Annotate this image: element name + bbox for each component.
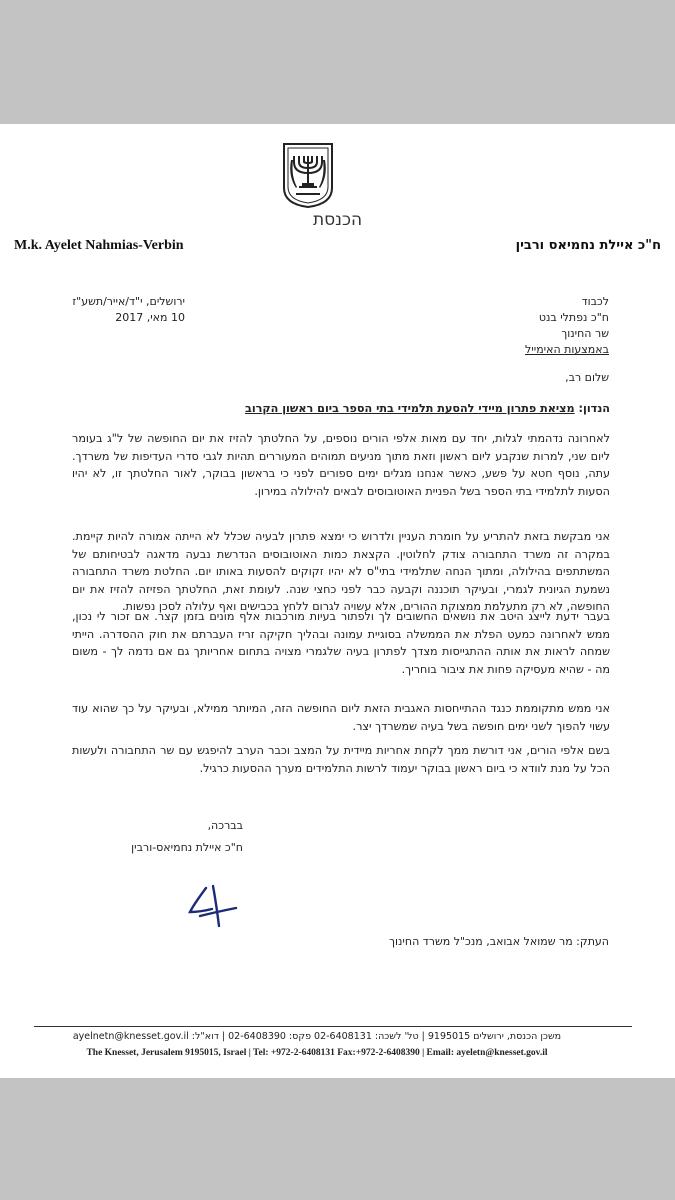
- footer-divider: [34, 1026, 632, 1027]
- footer-english: The Knesset, Jerusalem 9195015, Israel | Tel: +972-2-6408131 Fax:+972-2-6408390 | Email: ayeletn@knesset.gov.il: [86, 1048, 548, 1058]
- addressee-via: באמצעות האימייל: [525, 343, 609, 356]
- knesset-emblem-icon: [282, 142, 334, 208]
- addressee-name: ח"כ נפתלי בנט: [538, 311, 609, 324]
- closing-signer: ח"כ איילת נחמיאס-ורבין: [131, 841, 243, 854]
- signature-icon: [186, 882, 242, 932]
- greeting: שלום רב,: [565, 371, 609, 384]
- cc-line: העתק: מר שמואל אבואב, מנכ"ל משרד החינוך: [389, 935, 609, 948]
- subject-label: הנדון:: [578, 402, 610, 415]
- mk-name-english: M.k. Ayelet Nahmias-Verbin: [14, 238, 184, 253]
- paragraph-3: בעבר ידעת לייצג היטב את נושאים החשובים לך ולפתור בעיות מורכבות אלף מונים בזמן קצר. אם זכור לי נכון, ממש לאחרונה כמעט הפלת את הממשלה בסוגיית עמונה ובהליך חקיקה זריז העברתם את חוק ההסדרה. הייתי שמחה לראות את אותה ההתגייסות מצדך לפתרון בעיה שלגמרי מצויה בתחום אחריותך גם אם נדמה לך - משום מה - שהיא מעסיקה פחות את ציבור בוחריך.: [72, 610, 610, 676]
- addressee-block: [525, 294, 609, 358]
- addressee-to: לכבוד: [581, 295, 609, 308]
- paragraph-5: בשם אלפי הורים, אני דורשת ממך לקחת אחריות מיידית על המצב וכבר הערב להיפגש עם שר התחבורה ולעשות הכל על מנת לוודא כי ביום ראשון בבוקר יעמוד לרשות התלמידים מערך ההסעות כרגיל.: [72, 744, 610, 775]
- date-hebrew: ירושלים, י"ד/אייר/תשע"ז: [72, 295, 185, 308]
- date-gregorian: 10 מאי, 2017: [115, 311, 185, 324]
- paragraph-2: אני מבקשת בזאת להתריע על חומרת העניין ולדרוש כי ימצא פתרון לבעיה שכלל לא הייתה אמורה להיות קיימת. במקרה זה משרד התחבורה צודק לחלוטין. הקצאת כמות האוטובוסים הנדרשת נבעה מדאגה לבטיחותם של המשתתפים בהילולה, ומתוך הנחה שתלמידי בתי"ס לא יהיו זקוקים להסעות באותו יום. החלטת משרד התחבורה נשמעת הגיונית לגמרי, ובעיקר תוכננה וקבעה כבר לפני כחצי שנה. לעומת זאת, החלטתך הפזיזה להזיז את יום החופשה, לא רק מתעלמת ממצוקת ההורים, אלא עשויה לגרום ללחץ בכבישים ואף עלולה לסכן נפשות.: [72, 530, 610, 613]
- paragraph-4: אני ממש מתקוממת כנגד ההתייחסות האגבית הזאת ליום החופשה הזה, המיותר ממילא, ובעיקר על כך שהוא עוד עשוי להפוך לשני ימים חופשה בשל בעיה שמשרדך יצר.: [72, 702, 610, 733]
- subject-text: מציאת פתרון מיידי להסעת תלמידי בתי הספר ביום ראשון הקרוב: [245, 402, 575, 415]
- letter-page: [0, 124, 675, 1078]
- closing-blessing: בברכה,: [207, 819, 243, 832]
- date-block: [65, 294, 185, 326]
- institution-name: הכנסת: [312, 210, 363, 230]
- paragraph-1: לאחרונה נדהמתי לגלות, יחד עם מאות אלפי הורים נוספים, על החלטתך להזיז את יום החופשה של ל"ג בעומר ליום שני, למרות שנקבע ליום ראשון וזאת מתוך מניעים תמוהים המעוררים תהיות לגבי סדרי העדיפות של משרדך. עתה, נוסף חטא על פשע, כאשר אנחנו מגלים ימים ספורים לפני כי בראשון בבוקר, לאור החלטתך זו, לא יהיו הסעות לתלמידי בתי הספר בשל הפניית האוטובוסים לבאים להילולה במירון.: [72, 432, 610, 498]
- addressee-title: שר החינוך: [561, 327, 609, 340]
- footer-hebrew: משכן הכנסת, ירושלים 9195015 | טל' לשכה: 02-6408131 פקס: 02-6408390 | דוא"ל: ayelnetn@knesset.gov.il: [72, 1031, 562, 1042]
- subject-line: [150, 402, 610, 415]
- mk-name-hebrew: ח"כ איילת נחמיאס ורבין: [515, 238, 661, 253]
